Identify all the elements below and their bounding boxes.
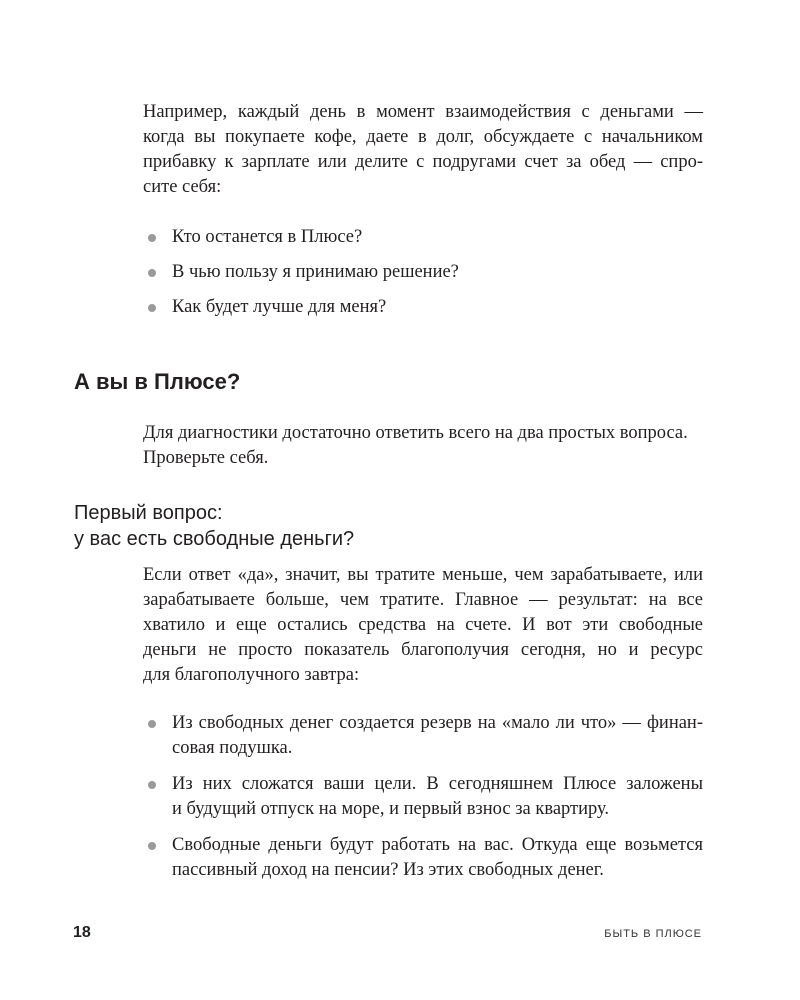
subheading — [74, 500, 354, 552]
answer-line: хватило и еще остались средства на счете. И вот эти свободные — [143, 615, 703, 635]
answer-paragraph — [143, 563, 703, 688]
list-item — [143, 260, 703, 285]
bullet-icon — [148, 269, 156, 277]
list-item — [143, 711, 703, 761]
page-number: 18 — [73, 924, 91, 941]
list-item-text: Кто останется в Плюсе? — [172, 227, 363, 247]
list-item — [143, 295, 703, 320]
list-item — [143, 772, 703, 822]
bullet-icon — [148, 304, 156, 312]
diagnostics-paragraph — [143, 421, 703, 471]
list-item-line: совая подушка. — [172, 738, 293, 758]
list-item-line: Из свободных денег создается резерв на «мало ли что» — финан- — [172, 713, 703, 733]
answer-line: для благополучного завтра: — [143, 665, 360, 685]
list-item-line: Из них сложатся ваши цели. В сегодняшнем Плюсе заложены — [172, 774, 703, 794]
intro-line: сите себя: — [143, 177, 222, 197]
questions-list — [143, 225, 703, 330]
bullet-icon — [148, 720, 156, 728]
free-money-list — [143, 711, 703, 894]
list-item-line: и будущий отпуск на море, и первый взнос за квартиру. — [172, 799, 610, 819]
subheading-line: у вас есть свободные деньги? — [74, 528, 355, 550]
bullet-icon — [148, 234, 156, 242]
section-heading: А вы в Плюсе? — [74, 369, 241, 394]
intro-line: Например, каждый день в момент взаимодействия с деньгами — — [143, 102, 703, 122]
intro-line: прибавку к зарплате или делите с подругами счет за обед — спро- — [143, 152, 703, 172]
diagnostics-line: Для диагностики достаточно ответить всего на два простых вопроса. — [143, 423, 688, 443]
bullet-icon — [148, 781, 156, 789]
intro-paragraph — [143, 100, 703, 200]
bullet-icon — [148, 842, 156, 850]
list-item-text: В чью пользу я принимаю решение? — [172, 262, 459, 282]
answer-line: деньги не просто показатель благополучия сегодня, но и ресурс — [143, 640, 703, 660]
intro-line: когда вы покупаете кофе, даете в долг, обсуждаете с начальником — [143, 127, 703, 147]
list-item-line: Свободные деньги будут работать на вас. Откуда еще возьмется — [172, 835, 703, 855]
answer-line: зарабатываете больше, чем тратите. Главное — результат: на все — [143, 590, 703, 610]
list-item — [143, 833, 703, 883]
list-item-text: Как будет лучше для меня? — [172, 297, 387, 317]
running-title: БЫТЬ В ПЛЮСЕ — [604, 928, 702, 940]
answer-line: Если ответ «да», значит, вы тратите меньше, чем зарабатываете, или — [143, 565, 703, 585]
list-item-line: пассивный доход на пенсии? Из этих свободных денег. — [172, 860, 604, 880]
list-item — [143, 225, 703, 250]
diagnostics-line: Проверьте себя. — [143, 448, 269, 468]
subheading-line: Первый вопрос: — [74, 502, 223, 524]
